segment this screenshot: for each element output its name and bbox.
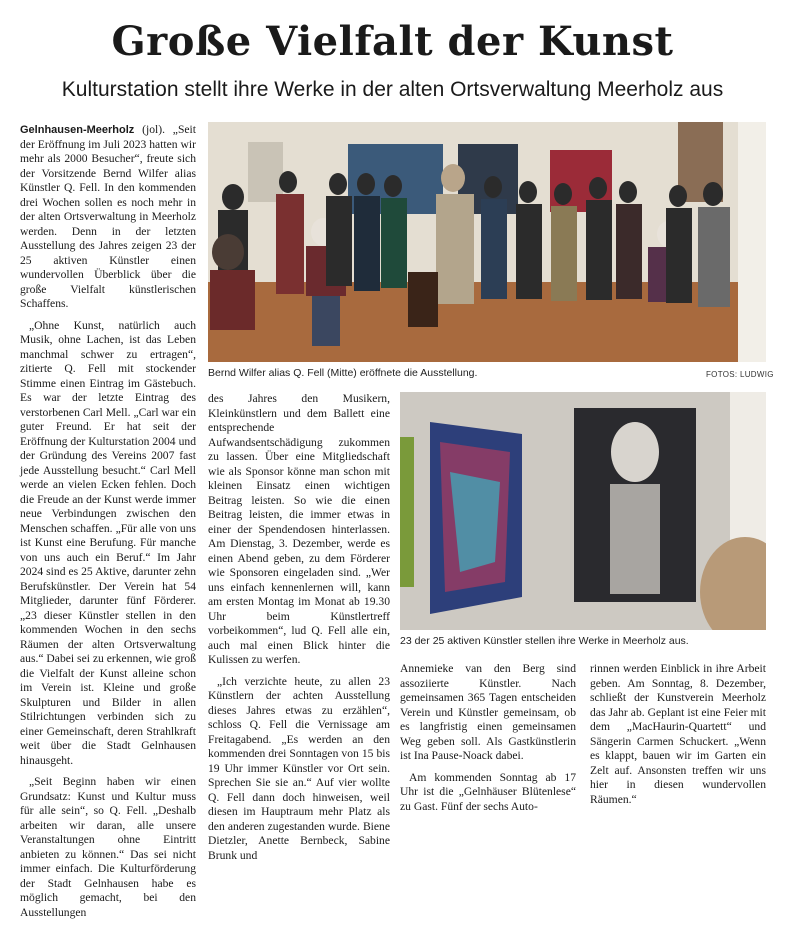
top-photo-caption: Bernd Wilfer alias Q. Fell (Mitte) eröffnete die Ausstellung. xyxy=(208,367,478,379)
article-paragraph: „Seit Beginn haben wir einen Grundsatz: Kunst und Kultur muss für alle sein“, so Q. Fell. „Deshalb arbeiten wir daran, alle unsere Veranstaltungen ohne Eintritt anbieten zu können.“ Das sei nicht immer einfach. Die Kulturförderung der Stadt Gelnhausen habe es möglich gemacht, bei den Ausstellungen xyxy=(20,775,196,919)
article-paragraph: Am kommenden Sonntag ab 17 Uhr ist die „Gelnhäuser Blütenlese“ zu Gast. Fünf der sechs Auto- xyxy=(400,770,576,813)
artwork-photo-image xyxy=(400,392,766,630)
article-paragraph: „Ich verzichte heute, zu allen 23 Künstlern der achten Ausstellung dieses Jahres etwas zu erzählen“, schloss Q. Fell die Vernissage am Freitagabend. „Es werden an den kommenden drei Sonntagen von 15 bis 19 Uhr immer Künstler vor Ort sein. Sprechen Sie sie an.“ Auf vier wollte Q. Fell dann doch hinweisen, weil diesen im Hauptraum mehr Platz als den anderen zugestanden wurde. Biene Dietzler, Anette Bernbeck, Sabine Brunk und xyxy=(208,674,390,862)
group-photo-image xyxy=(208,122,766,362)
paragraph-text: (jol). „Seit der Eröffnung im Juli 2023 hatten wir mehr als 2000 Besucher“, freute sich der Vorsitzende Bernd Wilfer alias Künstler Q. Fell. In den kommenden drei Wochen sollen es noch mehr in der alten Ortsverwaltung in Meerholz werden. Denn in der letzten Ausstellung des Jahres zeigen 23 der 25 aktiven Künstler einen wundervollen Überblick über die große Vielfalt künstlerischen Schaffens. xyxy=(20,123,196,310)
article-paragraph: Annemieke van den Berg sind assoziierte Künstler. Nach gemeinsamen 365 Tagen entscheiden Verein und Künstler gemeinsam, ob es langfristig einen gemeinsamen Weg geben soll. Als Gastkünstlerin ist Ina Pause-Noack dabei. xyxy=(400,662,576,762)
article-paragraph: des Jahres den Musikern, Kleinkünstlern und dem Ballett eine entsprechende Aufwandsentschädigung zukommen zu lassen. Über eine Mitgliedschaft wie als Sponsor könne man schon mit kleinen Einsatz einen wichtigen Beitrag leisten. So wie die einen Beitrag leisten, die immer etwas in einer der Spendendosen hinterlassen. Am Dienstag, 3. Dezember, werde es einen Abend geben, zu dem Förderer wie Sponsoren eingeladen sind. „Wer uns einfach kennenlernen will, kann am ersten Montag im Monat ab 19.30 Uhr beim Künstlertreff vorbeikommen“, lud Q. Fell alle ein, auch mal einen Blick hinter die Kulissen zu werfen. xyxy=(208,392,390,666)
bottom-photo-caption: 23 der 25 aktiven Künstler stellen ihre Werke in Meerholz aus. xyxy=(400,635,689,647)
headline: Große Vielfalt der Kunst xyxy=(111,18,674,65)
article-column-1 xyxy=(20,123,196,927)
artwork-photo xyxy=(400,392,766,630)
article-column-2 xyxy=(208,392,390,870)
article-paragraph: rinnen werden Einblick in ihre Arbeit geben. Am Sonntag, 8. Dezember, schließt der Kunstverein Meerholz das Jahr ab. Geplant ist eine Feier mit dem „MacHaurin-Quartett“ und Sängerin Carmen Schuckert. „Wenn es klappt, bauen wir im Garten ein Zelt auf. Ansonsten treffen wir uns hier in diesen wundervollen Räumen.“ xyxy=(590,662,766,806)
subheadline: Kulturstation stellt ihre Werke in der alten Ortsverwaltung Meerholz aus xyxy=(61,78,724,101)
group-photo xyxy=(208,122,766,362)
article-paragraph: „Ohne Kunst, natürlich auch Musik, ohne Lachen, ist das Leben manchmal schwer zu ertragen“, zitierte Q. Fell mit stockender Stimme einen Eintrag im Gästebuch. Es war der letzte Eintrag des verstorbenen Carl Mell. „Carl war ein guter Freund. Er hat seit der Eröffnung der Kulturstation 2004 und der Gründung des Vereins 2007 fast jede Ausstellung besucht.“ Carl Mell werde an vielen Ecken fehlen. Doch die Freude an der Kunst werde immer neue Verbindungen zwischen den Menschen schaffen. „Für alle von uns ist Kunst eine Berufung. Für manche von uns auch ein Beruf.“ Im Jahr 2024 sind es 25 Aktive, darunter zehn Berufskünstler. Der Verein hat 54 Mitglieder, darunter fünf Förderer. „23 dieser Künstler stellen in den kommenden Wochen in den sechs Räumen der alten Ortsverwaltung aus.“ Dabei sei zu erkennen, wie groß die Vielfalt der Kunst alleine schon im Verein ist. Kleine und große Skulpturen und Bilder in allen Stilrichtungen verbinden sich zu einer Gemeinschaft, deren Strahlkraft weit über die Stadt Gelnhausen hinausgeht. xyxy=(20,318,196,767)
dateline: Gelnhausen-Meerholz xyxy=(20,124,135,136)
photo-credit: FOTOS: LUDWIG xyxy=(706,370,774,379)
article-column-4 xyxy=(590,662,766,814)
article-paragraph xyxy=(20,123,196,312)
article-column-3 xyxy=(400,662,576,821)
